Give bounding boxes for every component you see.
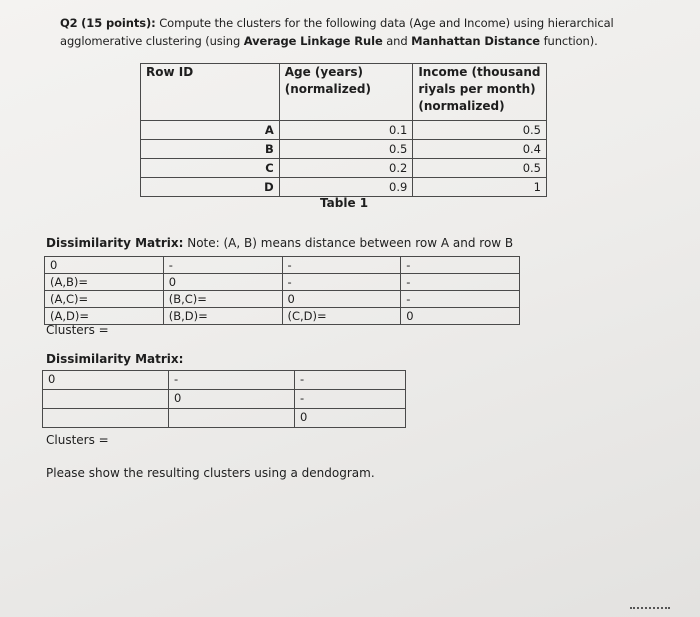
row-id: C (141, 159, 280, 178)
matrix-cell: 0 (169, 390, 295, 409)
matrix1-title (46, 236, 513, 250)
dissimilarity-matrix-2 (42, 370, 406, 428)
question-number: Q2 (60, 16, 78, 30)
matrix-cell: - (401, 274, 520, 291)
question-line-2 (60, 34, 598, 48)
header-income: Income (thousand riyals per month) (normalized) (413, 64, 547, 121)
question-line2-prefix: agglomerative clustering (using (60, 34, 244, 48)
table-caption: Table 1 (320, 196, 369, 210)
matrix-cell (169, 409, 295, 428)
row-id: B (141, 140, 280, 159)
table-header-row (141, 64, 547, 121)
matrix-cell: 0 (163, 274, 282, 291)
matrix1-note: Note: (A, B) means distance between row A and row B (183, 236, 514, 250)
matrix-cell: - (169, 371, 295, 390)
matrix-cell: - (401, 257, 520, 274)
matrix-row (45, 257, 520, 274)
matrix-row (43, 371, 406, 390)
table-row (141, 121, 547, 140)
question-line-1 (60, 16, 614, 30)
matrix-cell: - (401, 291, 520, 308)
table-row (141, 140, 547, 159)
matrix-cell: - (282, 274, 401, 291)
matrix-row (43, 409, 406, 428)
matrix-cell: 0 (401, 308, 520, 325)
dendrogram-instruction: Please show the resulting clusters using a dendogram. (46, 466, 375, 480)
matrix-row (45, 308, 520, 325)
header-row-id: Row ID (141, 64, 280, 121)
clusters-label-2: Clusters = (46, 433, 109, 447)
data-table (140, 63, 547, 197)
row-age: 0.2 (279, 159, 413, 178)
row-age: 0.1 (279, 121, 413, 140)
matrix-cell: - (282, 257, 401, 274)
matrix2-title: Dissimilarity Matrix: (46, 352, 184, 366)
question-line2-suffix: function). (540, 34, 598, 48)
linkage-rule: Average Linkage Rule (243, 34, 383, 48)
row-id: A (141, 121, 280, 140)
matrix-cell: (A,C)= (45, 291, 164, 308)
question-line2-mid: and (382, 34, 412, 48)
matrix-cell: 0 (295, 409, 406, 428)
row-income: 0.5 (413, 121, 547, 140)
matrix-cell: (B,D)= (163, 308, 282, 325)
row-age: 0.5 (279, 140, 413, 159)
matrix-cell: - (163, 257, 282, 274)
matrix-row (45, 274, 520, 291)
table-row (141, 159, 547, 178)
row-id: D (141, 178, 280, 197)
row-income: 0.4 (413, 140, 547, 159)
matrix-cell: (A,D)= (45, 308, 164, 325)
page-scribble (630, 607, 670, 615)
clusters-label-1: Clusters = (46, 323, 109, 337)
distance-function: Manhattan Distance (411, 34, 541, 48)
matrix-row (43, 390, 406, 409)
matrix-cell: 0 (282, 291, 401, 308)
matrix-cell (43, 390, 169, 409)
matrix-row (45, 291, 520, 308)
matrix-cell: (C,D)= (282, 308, 401, 325)
row-age: 0.9 (279, 178, 413, 197)
matrix1-title-bold: Dissimilarity Matrix: (46, 236, 184, 250)
dissimilarity-matrix-1 (44, 256, 520, 325)
matrix-cell: 0 (43, 371, 169, 390)
matrix-cell: - (295, 390, 406, 409)
question-text: Compute the clusters for the following data (Age and Income) using hierarchical (155, 16, 614, 30)
header-age: Age (years) (normalized) (279, 64, 413, 121)
table-row (141, 178, 547, 197)
matrix-cell: (A,B)= (45, 274, 164, 291)
row-income: 0.5 (413, 159, 547, 178)
matrix-cell: (B,C)= (163, 291, 282, 308)
matrix-cell (43, 409, 169, 428)
matrix-cell: 0 (45, 257, 164, 274)
matrix-cell: - (295, 371, 406, 390)
row-income: 1 (413, 178, 547, 197)
question-points: (15 points): (81, 16, 156, 30)
